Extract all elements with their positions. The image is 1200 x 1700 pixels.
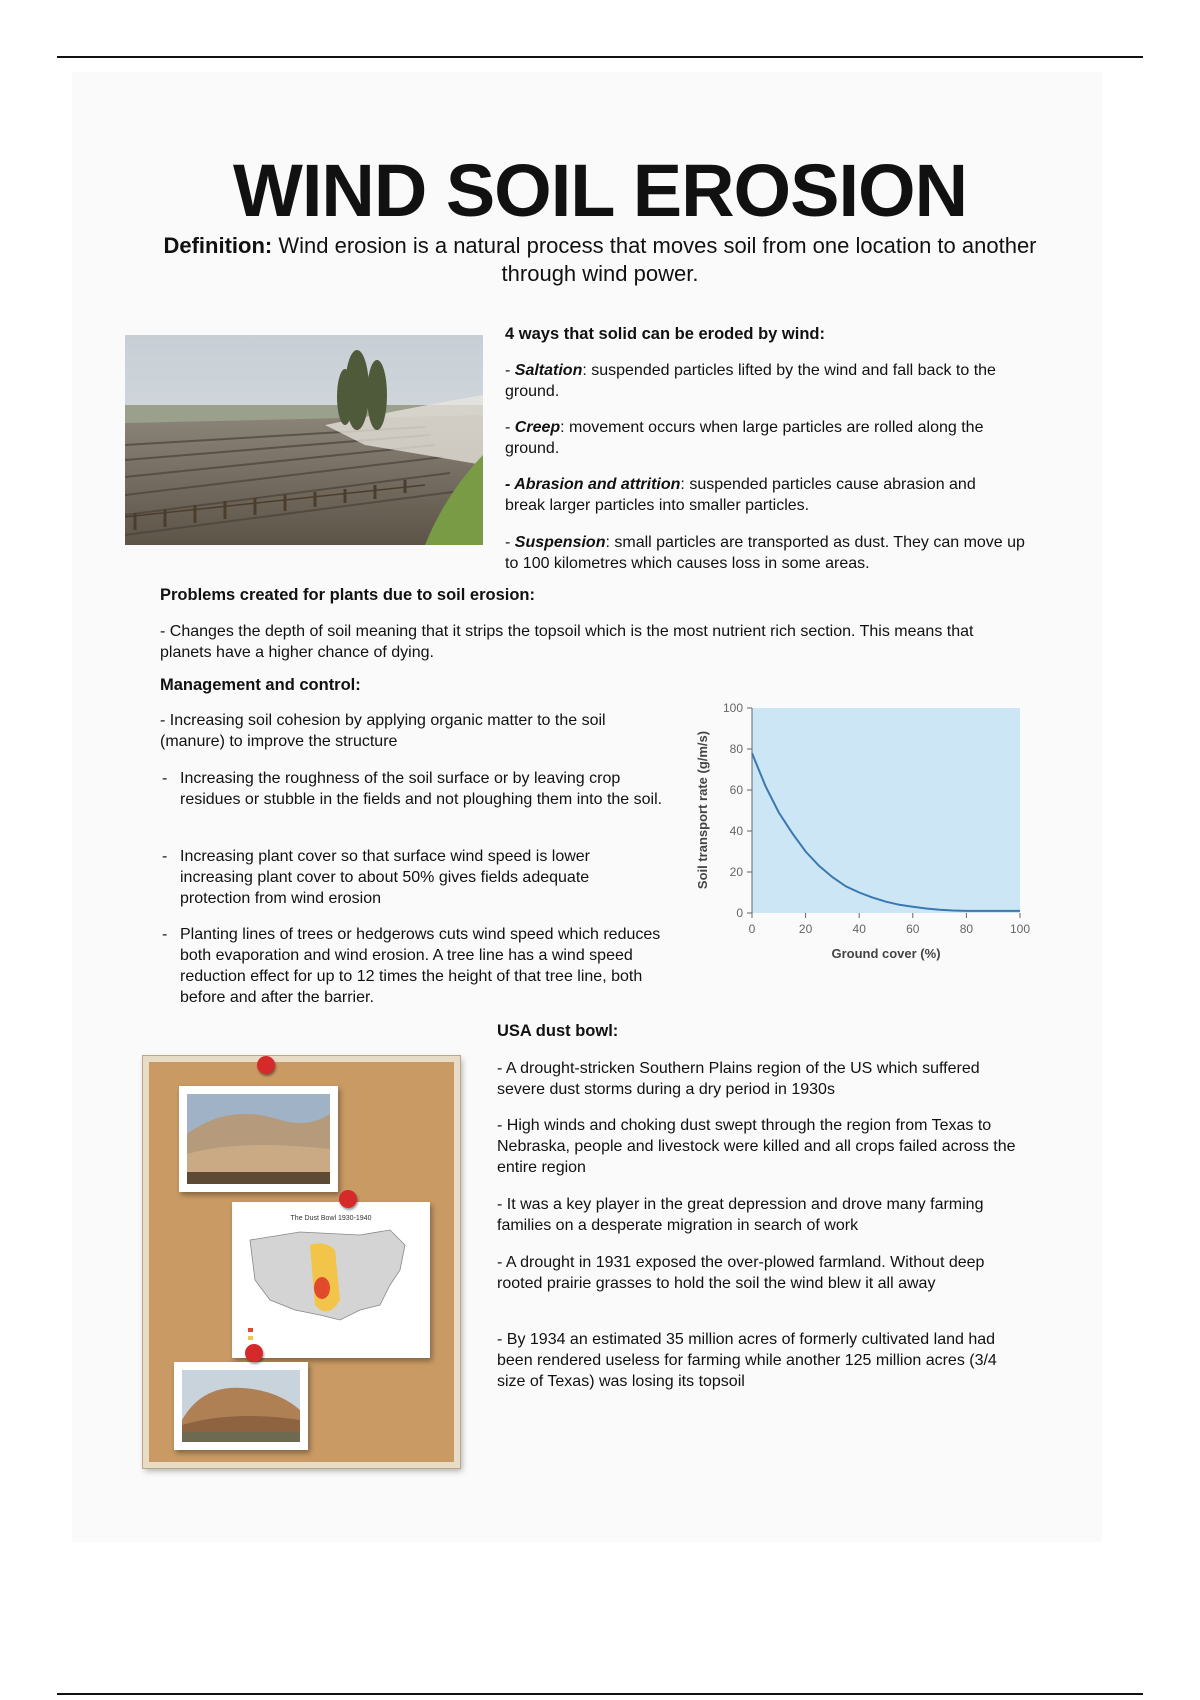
way-term: Saltation — [514, 362, 583, 379]
management-bullet: - Increasing plant cover so that surface wind speed is lower increasing plant cover to about 50% gives fields adequate protection from wind erosion — [162, 848, 590, 907]
x-tick-label: 40 — [852, 922, 866, 936]
management-bullet: - Increasing the roughness of the soil surface or by leaving crop residues or stubble in the fields and not ploughing them into the soil. — [162, 770, 663, 808]
dustbowl-item: - A drought-stricken Southern Plains region of the US which suffered severe dust storms during a dry period in 1930s — [497, 1060, 980, 1098]
definition-text: Wind erosion is a natural process that moves soil from one location to another through wind power. — [272, 233, 1037, 286]
y-tick-label: 80 — [729, 742, 743, 756]
x-tick-label: 100 — [1009, 922, 1030, 936]
way-term: Suspension — [514, 534, 606, 551]
cork-board — [143, 1056, 460, 1468]
x-tick-label: 80 — [959, 922, 974, 936]
ways-heading: 4 ways that solid can be eroded by wind: — [505, 325, 825, 343]
top-rule — [57, 56, 1143, 58]
bottom-rule — [57, 1693, 1143, 1695]
x-tick-label: 0 — [748, 922, 756, 936]
way-abrasion: - Abrasion and attrition: suspended particles cause abrasion and break larger particles into smaller particles. — [505, 476, 976, 514]
x-axis-label: Ground cover (%) — [831, 946, 941, 961]
way-suspension: - Suspension: small particles are transported as dust. They can move up to 100 kilometres which causes loss in some areas. — [505, 534, 1025, 572]
way-term: Creep — [514, 419, 561, 436]
pushpin — [339, 1190, 357, 1208]
dustbowl-heading: USA dust bowl: — [497, 1022, 619, 1040]
y-tick-label: 100 — [722, 701, 743, 715]
y-tick-label: 20 — [729, 865, 743, 879]
management-first: - Increasing soil cohesion by applying organic matter to the soil (manure) to improve the structure — [160, 712, 606, 750]
page-title: WIND SOIL EROSION — [232, 149, 968, 232]
field-dust-photo — [125, 335, 483, 545]
x-tick-label: 20 — [798, 922, 813, 936]
problems-text: - Changes the depth of soil meaning that it strips the topsoil which is the most nutrient rich section. This means that planets have a higher chance of dying. — [160, 623, 974, 661]
dustbowl-item: - It was a key player in the great depression and drove many farming families on a desperate migration in search of work — [497, 1196, 984, 1234]
pushpin — [245, 1344, 263, 1362]
y-axis-label: Soil transport rate (g/m/s) — [695, 730, 710, 890]
plot-area — [752, 708, 1020, 913]
way-saltation: - Saltation: suspended particles lifted by the wind and fall back to the ground. — [505, 362, 996, 400]
definition-label: Definition: — [163, 233, 273, 258]
way-term: - Abrasion and attrition — [505, 476, 681, 493]
problems-heading: Problems created for plants due to soil erosion: — [160, 586, 535, 604]
soil-transport-chart — [690, 700, 1030, 970]
dust-storm-photo — [179, 1086, 338, 1192]
management-bullet: - Planting lines of trees or hedgerows cuts wind speed which reduces both evaporation and wind erosion. A tree line has a wind speed reduction effect for up to 12 times the height of that tree line, both before and after the barrier. — [162, 926, 661, 1006]
dust-bowl-map — [232, 1202, 430, 1358]
definition — [150, 232, 1050, 288]
pushpin — [257, 1056, 275, 1074]
management-heading: Management and control: — [160, 676, 361, 694]
x-tick-label: 60 — [906, 922, 920, 936]
map-title: The Dust Bowl 1930-1940 — [290, 1215, 372, 1222]
dust-wall-photo — [174, 1362, 308, 1450]
y-tick-label: 0 — [736, 906, 743, 920]
y-tick-label: 60 — [729, 783, 743, 797]
dustbowl-item: - By 1934 an estimated 35 million acres of formerly cultivated land had been rendered useless for farming while another 125 million acres (3/4 size of Texas) was losing its topsoil — [497, 1331, 997, 1390]
dustbowl-item: - High winds and choking dust swept through the region from Texas to Nebraska, people and livestock were killed and all crops failed across the entire region — [497, 1117, 1016, 1176]
dustbowl-item: - A drought in 1931 exposed the over-plowed farmland. Without deep rooted prairie grasses to hold the soil the wind blew it all away — [497, 1254, 985, 1292]
y-tick-label: 40 — [729, 824, 743, 838]
way-creep: - Creep: movement occurs when large particles are rolled along the ground. — [505, 419, 984, 457]
